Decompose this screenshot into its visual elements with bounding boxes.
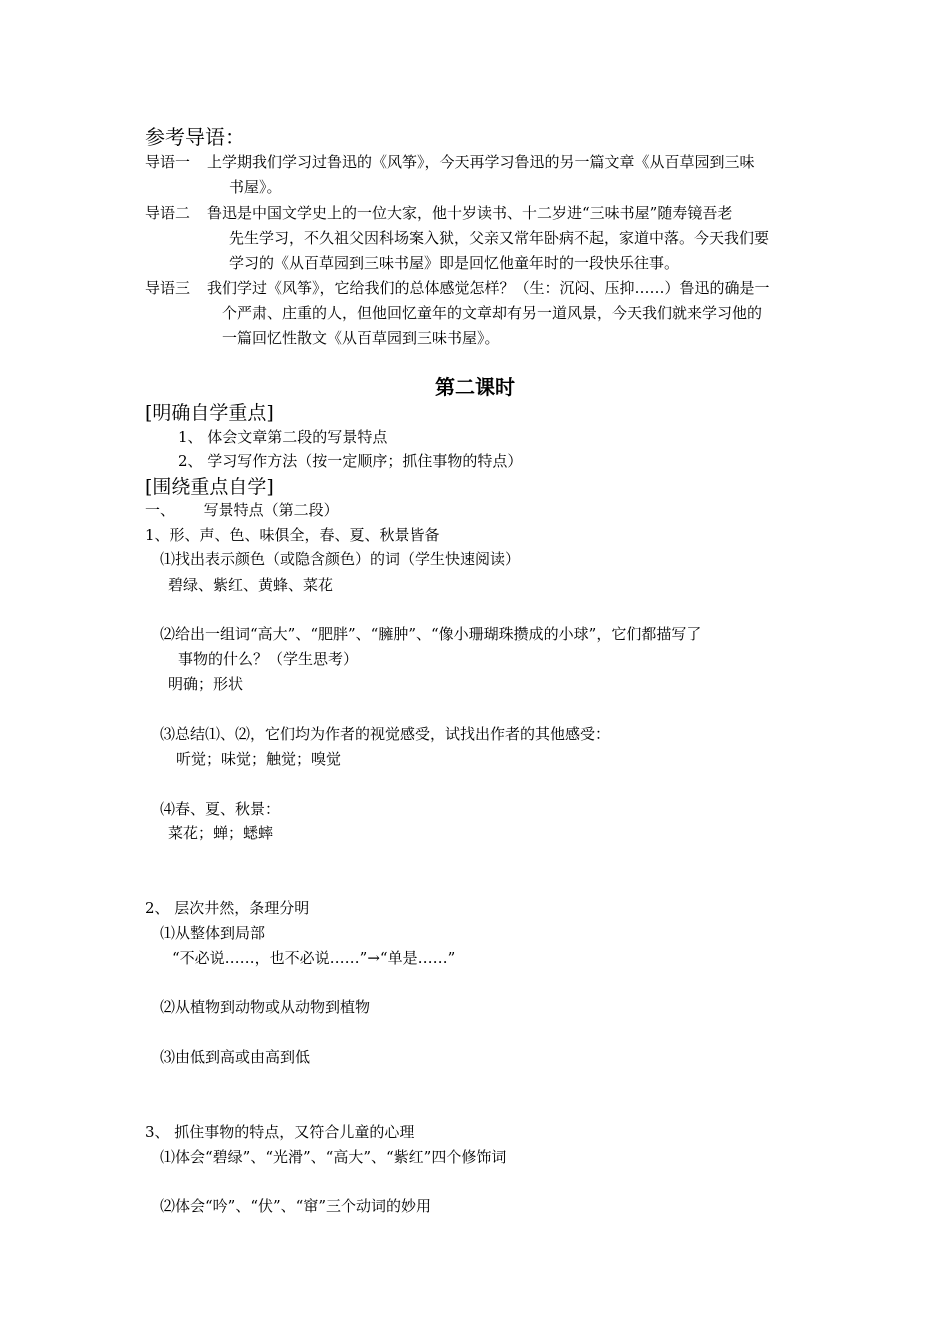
point2-i2: ⑵从植物到动物或从动物到植物 xyxy=(160,998,371,1016)
point1-a4: 菜花；蝉；蟋蟀 xyxy=(168,824,274,842)
part1-heading: 一、 写景特点（第二段） xyxy=(145,501,339,519)
intro-1-line-2: 书屋》。 xyxy=(229,178,282,196)
intro-heading: 参考导语： xyxy=(145,125,245,149)
intro-3-line-2: 个严肃、庄重的人，但他回忆童年的文章却有另一道风景，今天我们就来学习他的 xyxy=(222,304,763,322)
point2-title: 2、 层次井然，条理分明 xyxy=(145,899,310,917)
intro-2-line-3: 学习的《从百草园到三味书屋》即是回忆他童年时的一段快乐往事。 xyxy=(229,254,680,272)
point1-a2: 明确；形状 xyxy=(168,675,244,693)
intro-label-1: 导语一 xyxy=(145,153,191,171)
intro-label-3: 导语三 xyxy=(145,279,191,297)
intro-label-2: 导语二 xyxy=(145,204,191,222)
point1-a3: 听觉；味觉；触觉；嗅觉 xyxy=(176,750,342,768)
point1-q3: ⑶总结⑴、⑵，它们均为作者的视觉感受，试找出作者的其他感受： xyxy=(160,725,611,743)
point1-title: 1、形、声、色、味俱全，春、夏、秋景皆备 xyxy=(145,526,440,544)
intro-2-line-1: 鲁迅是中国文学史上的一位大家，他十岁读书、十二岁进“三味书屋”随寿镜吾老 xyxy=(207,204,733,222)
point3-i2: ⑵体会“吟”、“伏”、“窜”三个动词的妙用 xyxy=(160,1197,432,1215)
point1-q4: ⑷春、夏、秋景： xyxy=(160,800,281,818)
point1-q2-line1: ⑵给出一组词“高大”、“肥胖”、“臃肿”、“像小珊瑚珠攒成的小球”，它们都描写了 xyxy=(160,625,702,643)
section2-heading: [围绕重点自学] xyxy=(145,476,274,498)
point3-i1: ⑴体会“碧绿”、“光滑”、“高大”、“紫红”四个修饰词 xyxy=(160,1148,507,1166)
point2-i1a: “不必说……，也不必说……”→“单是……” xyxy=(172,949,456,967)
point2-i3: ⑶由低到高或由高到低 xyxy=(160,1048,311,1066)
section1-heading: [明确自学重点] xyxy=(145,402,274,424)
section1-item-2: 2、 学习写作方法（按一定顺序；抓住事物的特点） xyxy=(178,452,523,470)
point1-q2-line2: 事物的什么？（学生思考） xyxy=(178,650,359,668)
point3-title: 3、 抓住事物的特点，又符合儿童的心理 xyxy=(145,1123,415,1141)
lesson-title: 第二课时 xyxy=(435,375,515,399)
point1-q1: ⑴找出表示颜色（或隐含颜色）的词（学生快速阅读） xyxy=(160,550,521,568)
intro-2-line-2: 先生学习，不久祖父因科场案入狱，父亲又常年卧病不起，家道中落。今天我们要 xyxy=(229,229,770,247)
intro-1-line-1: 上学期我们学习过鲁迅的《风筝》，今天再学习鲁迅的另一篇文章《从百草园到三味 xyxy=(207,153,755,171)
point1-a1: 碧绿、紫红、黄蜂、菜花 xyxy=(168,576,334,594)
intro-3-line-3: 一篇回忆性散文《从百草园到三味书屋》。 xyxy=(222,329,500,347)
intro-3-line-1: 我们学过《风筝》，它给我们的总体感觉怎样？（生：沉闷、压抑……）鲁迅的确是一 xyxy=(207,279,770,297)
point2-i1: ⑴从整体到局部 xyxy=(160,924,266,942)
section1-item-1: 1、 体会文章第二段的写景特点 xyxy=(178,428,388,446)
